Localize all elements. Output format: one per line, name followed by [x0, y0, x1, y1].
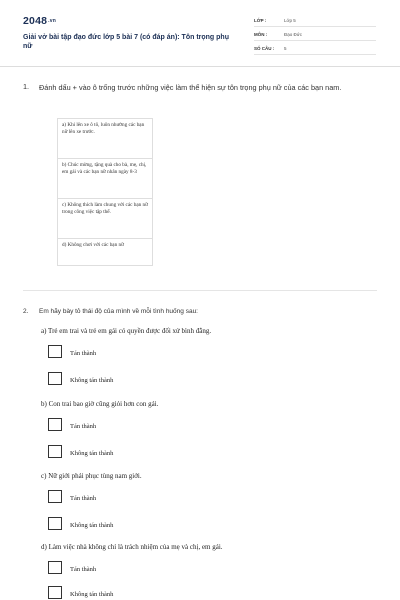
question-1-text: Đánh dấu + vào ô trống trước những việc làm thể hiện sự tôn trọng phụ nữ của các bạn nam.: [39, 83, 342, 92]
checkbox[interactable]: [48, 561, 62, 574]
situation-c: c) Nữ giới phải phục tùng nam giới.: [41, 472, 142, 480]
question-1-number: 1.: [23, 82, 30, 91]
checkbox[interactable]: [48, 490, 62, 503]
checkbox[interactable]: [48, 445, 62, 458]
meta-grade-label: LỚP :: [254, 18, 267, 23]
checkbox[interactable]: [48, 586, 62, 599]
checkbox[interactable]: [48, 517, 62, 530]
question-2-text: Em hãy bày tỏ thái độ của mình về mỗi tình huống sau:: [39, 308, 198, 315]
option-c[interactable]: c) Không thích làm chung với các bạn nữ trong công việc tập thể.: [58, 199, 153, 239]
agree-label: Tán thành: [70, 350, 97, 357]
meta-grade-value: Lớp 5: [284, 18, 296, 23]
question-1-options-table: [57, 118, 153, 266]
situation-b: b) Con trai bao giờ cũng giỏi hơn con gái.: [41, 400, 159, 408]
section-divider: [23, 290, 377, 291]
checkbox[interactable]: [48, 418, 62, 431]
checkbox[interactable]: [48, 345, 62, 358]
checkbox[interactable]: [48, 372, 62, 385]
disagree-label: Không tán thành: [70, 450, 114, 457]
table-row: [58, 159, 153, 199]
situation-d: d) Làm việc nhà không chỉ là trách nhiệm của mẹ và chị, em gái.: [41, 543, 223, 551]
header-divider: [0, 66, 400, 67]
option-b[interactable]: b) Chúc mừng, tặng quà cho bà, mẹ, chị, em gái và các bạn nữ nhân ngày 8-3: [58, 159, 153, 199]
table-row: [58, 239, 153, 266]
page-header: [0, 0, 400, 66]
disagree-label: Không tán thành: [70, 591, 114, 598]
question-2-number: 2.: [23, 308, 29, 315]
agree-label: Tán thành: [70, 495, 97, 502]
option-d[interactable]: d) Không chơi với các bạn nữ: [58, 239, 153, 266]
disagree-label: Không tán thành: [70, 522, 114, 529]
meta-subject: [254, 29, 376, 41]
meta-subject-label: MÔN :: [254, 32, 268, 37]
table-row: [58, 119, 153, 159]
meta-grade: [254, 15, 376, 27]
table-row: [58, 199, 153, 239]
meta-question-count: [254, 43, 376, 55]
option-a[interactable]: a) Khi lên xe ô tô, luôn nhường các bạn nữ lên xe trước.: [58, 119, 153, 159]
site-logo[interactable]: [23, 15, 56, 27]
agree-label: Tán thành: [70, 423, 97, 430]
meta-question-count-label: SỐ CÂU :: [254, 46, 275, 51]
disagree-label: Không tán thành: [70, 377, 114, 384]
document-title: Giải vở bài tập đạo đức lớp 5 bài 7 (có đáp án): Tôn trọng phụ nữ: [23, 34, 229, 50]
meta-question-count-value: 5: [284, 46, 287, 51]
logo-suffix: .vn: [48, 18, 56, 24]
meta-subject-value: Đạo Đức: [284, 32, 303, 37]
agree-label: Tán thành: [70, 566, 97, 573]
situation-a: a) Trẻ em trai và trẻ em gái có quyền được đối xử bình đẳng.: [41, 327, 212, 335]
logo-text: 2048: [23, 15, 48, 27]
